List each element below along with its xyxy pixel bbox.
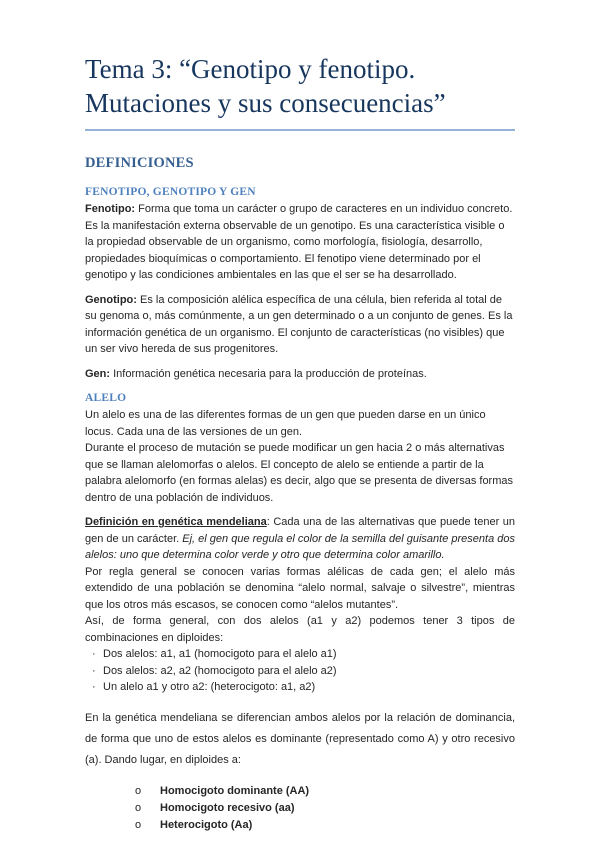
paragraph-definicion-mendeliana xyxy=(85,514,515,564)
list-item-heterocigoto-Aa xyxy=(85,817,515,834)
bullet-dot-icon: · xyxy=(92,664,96,677)
list-item-text: Heterocigoto (Aa) xyxy=(160,818,253,831)
paragraph-fenotipo-text: Forma que toma un carácter o grupo de caracteres en un individuo concreto. Es la manifestación externa observable de un genotipo. Es una característica visible o la propiedad observable de un organismo, como morfología, fisiología, desarrollo, propiedades bioquímicas o comportamiento. El fenotipo viene determinado por el genotipo y las condiciones ambientales en las que el ser se ha desarrollado. xyxy=(85,203,513,282)
diploid-types-list xyxy=(85,783,515,834)
bullet-dot-icon: · xyxy=(92,681,96,694)
paragraph-alelo-mutacion: Durante el proceso de mutación se puede modificar un gen hacia 2 o más alternativas que se llaman alelomorfas o alelos. El concepto de alelo se entiende a partir de la palabra alelomorfo (en formas alelas) es decir, algo que se presenta de diversas formas dentro de una población de individuos. xyxy=(85,442,514,504)
heading-alelo: ALELO xyxy=(85,392,127,405)
paragraph-definicion-text: : Cada una de las alternativas que puede tener un gen de un carácter. xyxy=(85,516,516,545)
paragraph-gen-text: Información genética necesaria para la producción de proteínas. xyxy=(110,367,427,380)
paragraph-dominancia: En la genética mendeliana se diferencian ambos alelos por la relación de dominancia, de forma que uno de estos alelos es dominante (representado como A) y otro recesivo (a). Dando lugar, en diploides a: xyxy=(85,711,515,766)
paragraph-combinaciones: Así, de forma general, con dos alelos (a1 y a2) podemos tener 3 tipos de combinaciones en diploides: xyxy=(85,615,515,644)
example-guisante-italic: Ej, el gen que regula el color de la semilla del guisante presenta dos alelos: uno que determina color verde y otro que determina color amarillo. xyxy=(85,532,516,562)
list-item-text: Dos alelos: a1, a1 (homocigoto para el alelo a1) xyxy=(103,648,337,661)
list-item-homocigoto-a1 xyxy=(85,646,515,663)
list-item-homocigoto-a2 xyxy=(85,663,515,680)
term-genotipo: Genotipo: xyxy=(85,293,137,306)
list-item-text: Homocigoto dominante (AA) xyxy=(160,784,310,797)
paragraph-genotipo xyxy=(85,292,515,358)
paragraph-alelo-normal: Por regla general se conocen varias formas alélicas de cada gen; el alelo más extendido de una población se denomina “alelo normal, salvaje o silvestre”, mientras que los otros más escasos, se conocen como “alelos mutantes”. xyxy=(85,565,515,611)
heading-fenotipo-genotipo-gen: FENOTIPO, GENOTIPO Y GEN xyxy=(85,186,256,199)
paragraph-fenotipo xyxy=(85,201,515,284)
bullet-circle-icon: o xyxy=(135,818,142,831)
list-item-text: Dos alelos: a2, a2 (homocigoto para el alelo a2) xyxy=(103,664,337,677)
bullet-dot-icon: · xyxy=(92,648,96,661)
term-definicion-mendeliana: Definición en genética mendeliana xyxy=(85,516,267,529)
list-item-text: Homocigoto recesivo (aa) xyxy=(160,801,295,814)
paragraph-gen xyxy=(85,366,515,383)
bullet-circle-icon: o xyxy=(135,801,142,814)
list-item-heterocigoto xyxy=(85,679,515,696)
list-item-text: Un alelo a1 y otro a2: (heterocigoto: a1, a2) xyxy=(103,681,316,694)
document-title: Tema 3: “Genotipo y fenotipo. Mutaciones y sus consecuencias” xyxy=(85,52,515,131)
list-item-homocigoto-recesivo xyxy=(85,800,515,817)
heading-definiciones: DEFINICIONES xyxy=(85,155,194,172)
paragraph-alelo-intro: Un alelo es una de las diferentes formas de un gen que pueden darse en un único locus. Cada una de las versiones de un gen. xyxy=(85,409,486,438)
term-fenotipo: Fenotipo: xyxy=(85,203,136,216)
combinations-list xyxy=(85,646,515,696)
bullet-circle-icon: o xyxy=(135,784,142,797)
list-item-homocigoto-dominante xyxy=(85,783,515,800)
paragraph-genotipo-text: Es la composición alélica específica de una célula, bien referida al total de su genoma o, más comúnmente, a un gen determinado o a un conjunto de genes. Es la información genética de un organismo. El conjunto de características (no visibles) que un ser vivo hereda de sus progenitores. xyxy=(85,293,513,356)
term-gen: Gen: xyxy=(85,367,111,380)
